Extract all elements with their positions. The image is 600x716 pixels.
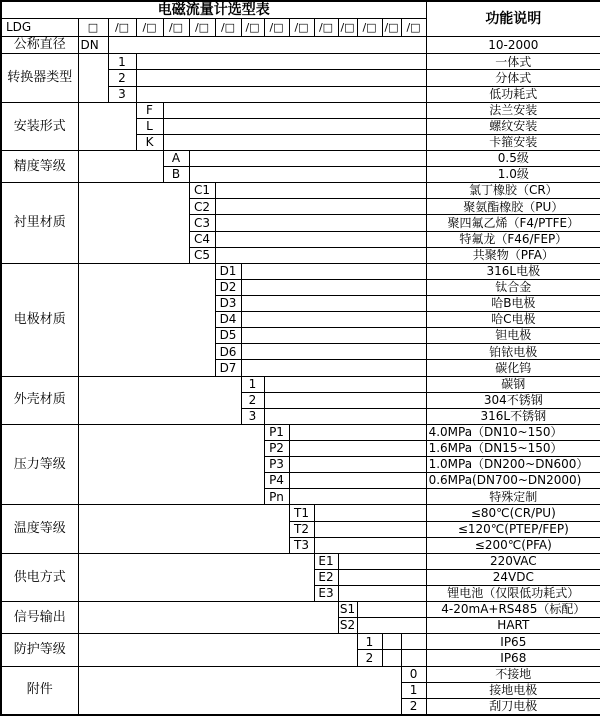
right-filler-cell [338,553,426,569]
right-filler-cell [382,650,401,666]
model-code-slot: /□ [338,19,357,37]
title-row [1,1,600,19]
option-code: L [136,118,163,134]
option-desc: 24VDC [426,569,600,585]
right-filler-cell [289,489,426,505]
option-desc: 哈C电极 [426,312,600,328]
option-desc: 0.6MPa(DN700~DN2000) [426,473,600,489]
option-code: E3 [314,585,338,601]
left-filler-cell [78,183,189,264]
category-label: 精度等级 [1,151,78,183]
option-code: S2 [339,618,356,633]
option-desc: 锂电池（仅限低功耗式） [426,585,600,601]
left-filler-cell [78,602,338,634]
option-code: 0 [401,666,426,682]
left-filler-cell [78,151,163,183]
model-code-slot: /□ [136,19,163,37]
option-desc: 碳钢 [426,376,600,392]
option-code: S1 [339,602,356,617]
option-desc: 特殊定制 [426,489,600,505]
option-code: P1 [264,424,289,440]
option-code: 3 [241,408,264,424]
category-label: 压力等级 [1,424,78,505]
option-desc: 钛合金 [426,279,600,295]
option-code: A [163,151,189,167]
option-row [1,505,600,521]
option-desc: 低功耗式 [426,86,600,102]
right-filler-cell [136,86,426,102]
left-filler-cell [78,376,241,424]
right-filler-cell [357,618,426,634]
option-desc: 4.0MPa（DN10~150） [426,424,600,440]
option-code: D6 [215,344,241,360]
model-code-slot: /□ [382,19,401,37]
left-filler-cell [78,54,108,102]
option-code: B [163,167,189,183]
option-row [1,376,600,392]
option-code: E2 [314,569,338,585]
option-row [1,634,600,650]
right-filler-cell [241,295,426,311]
option-code: D7 [215,360,241,376]
right-filler-cell [241,328,426,344]
page-title: 电磁流量计选型表 [1,1,426,19]
option-code: 1 [241,376,264,392]
option-desc: HART [426,618,600,634]
right-filler-cell [314,505,426,521]
option-code: T2 [289,521,314,537]
option-code: 2 [108,70,136,86]
option-desc: 304不锈钢 [426,392,600,408]
left-filler-cell [78,634,357,666]
option-desc: 螺纹安装 [426,118,600,134]
option-row [1,263,600,279]
option-code: P4 [264,473,289,489]
category-label: 转换器类型 [1,54,78,102]
right-filler-cell [401,634,426,650]
option-code: E1 [314,553,338,569]
option-desc: 聚四氟乙烯（F4/PTFE） [426,215,600,231]
right-filler-cell [215,183,426,199]
option-row [1,424,600,440]
option-code: D3 [215,295,241,311]
right-filler-cell [338,585,426,601]
category-label: 温度等级 [1,505,78,553]
left-filler-cell [78,424,264,505]
right-filler-cell [189,151,426,167]
option-desc: 1.6MPa（DN15~150） [426,440,600,456]
option-code: D4 [215,312,241,328]
option-code: 3 [108,86,136,102]
option-desc: 0.5级 [426,151,600,167]
option-desc: 220VAC [426,553,600,569]
right-filler-cell [241,360,426,376]
left-filler-cell [78,263,215,376]
option-desc: ≤80℃(CR/PU) [426,505,600,521]
option-desc: 铂铱电极 [426,344,600,360]
option-code: 2 [241,392,264,408]
option-row [1,553,600,569]
right-filler-cell [241,312,426,328]
right-filler-cell [189,167,426,183]
category-label: 信号输出 [1,602,78,634]
option-code: P3 [264,457,289,473]
right-filler-cell [289,473,426,489]
option-desc: 接地电极 [426,682,600,698]
model-code-slot: /□ [264,19,289,37]
model-prefix-label: LDG [1,19,78,37]
option-desc: 一体式 [426,54,600,70]
right-filler-cell [289,457,426,473]
option-code: 1 [108,54,136,70]
option-desc: ≤200℃(PFA) [426,537,600,553]
right-filler-cell [215,247,426,263]
option-code: C2 [189,199,215,215]
option-desc: 刮刀电极 [426,698,600,715]
option-row [1,183,600,199]
model-code-slot: /□ [241,19,264,37]
option-desc: ≤120℃(PTEP/FEP) [426,521,600,537]
right-filler-cell [163,118,426,134]
model-code-slot: /□ [357,19,382,37]
option-code: D5 [215,328,241,344]
right-filler-cell [314,537,426,553]
option-desc: 316L电极 [426,263,600,279]
right-filler-cell [136,54,426,70]
category-label: 安装形式 [1,102,78,150]
option-desc: 钽电极 [426,328,600,344]
option-row [1,54,600,70]
option-code: D1 [215,263,241,279]
category-label: 公称直径 [1,37,78,54]
category-label: 电极材质 [1,263,78,376]
option-code: 2 [357,650,382,666]
option-code: D2 [215,279,241,295]
option-code: C5 [189,247,215,263]
model-code-slot: /□ [108,19,136,37]
option-row [1,666,600,682]
option-desc: 4-20mA+RS485（标配） [426,602,600,618]
right-filler-cell [289,440,426,456]
right-filler-cell [215,199,426,215]
right-filler-cell [215,215,426,231]
option-desc: 聚氨酯橡胶（PU） [426,199,600,215]
option-desc: 不接地 [426,666,600,682]
option-desc: 316L不锈钢 [426,408,600,424]
left-filler-cell [78,505,289,553]
option-desc: 特氟龙（F46/FEP） [426,231,600,247]
right-filler-cell [382,634,401,650]
option-desc: 共聚物（PFA） [426,247,600,263]
right-filler-cell [338,569,426,585]
right-filler-cell [136,70,426,86]
right-filler-cell [241,263,426,279]
category-label: 附件 [1,666,78,715]
option-code: C4 [189,231,215,247]
option-code: F [136,102,163,118]
option-code: 2 [401,698,426,715]
left-filler-cell [78,553,314,601]
model-code-slot: /□ [314,19,338,37]
option-code: T3 [289,537,314,553]
option-row [1,37,600,54]
option-code: Pn [264,489,289,505]
category-label: 防护等级 [1,634,78,666]
right-filler-cell [264,392,426,408]
option-desc: IP68 [426,650,600,666]
option-desc: 1.0级 [426,167,600,183]
option-desc: 碳化钨 [426,360,600,376]
model-code-slot: /□ [189,19,215,37]
right-filler-cell [215,231,426,247]
option-code: C1 [189,183,215,199]
option-desc: IP65 [426,634,600,650]
category-label: 供电方式 [1,553,78,601]
right-filler-cell [241,344,426,360]
option-desc: 氯丁橡胶（CR） [426,183,600,199]
right-filler-cell [163,102,426,118]
option-code: 1 [401,682,426,698]
option-desc: 1.0MPa（DN200~DN600） [426,457,600,473]
option-row [1,602,600,618]
right-filler-cell [357,602,426,618]
description-column-header: 功能说明 [426,1,600,37]
model-code-slot: /□ [215,19,241,37]
option-code: P2 [264,440,289,456]
right-filler-cell [163,134,426,150]
model-code-slot: /□ [163,19,189,37]
right-filler-cell [108,37,426,54]
option-desc: 哈B电极 [426,295,600,311]
option-desc: 法兰安装 [426,102,600,118]
option-row [1,151,600,167]
option-desc: 10-2000 [426,37,600,54]
option-row [1,102,600,118]
option-code: K [136,134,163,150]
right-filler-cell [241,279,426,295]
right-filler-cell [264,408,426,424]
model-code-slot: /□ [289,19,314,37]
right-filler-cell [289,424,426,440]
left-filler-cell [78,666,401,715]
option-desc: 分体式 [426,70,600,86]
option-code: T1 [289,505,314,521]
option-code: 1 [357,634,382,650]
left-filler-cell [78,102,136,150]
option-desc: 卡箍安装 [426,134,600,150]
option-code: C3 [189,215,215,231]
category-label: 衬里材质 [1,183,78,264]
option-code: DN [78,37,108,54]
model-code-box: □ [78,19,108,37]
right-filler-cell [401,650,426,666]
right-filler-cell [264,376,426,392]
model-code-slot: /□ [401,19,426,37]
right-filler-cell [314,521,426,537]
category-label: 外壳材质 [1,376,78,424]
